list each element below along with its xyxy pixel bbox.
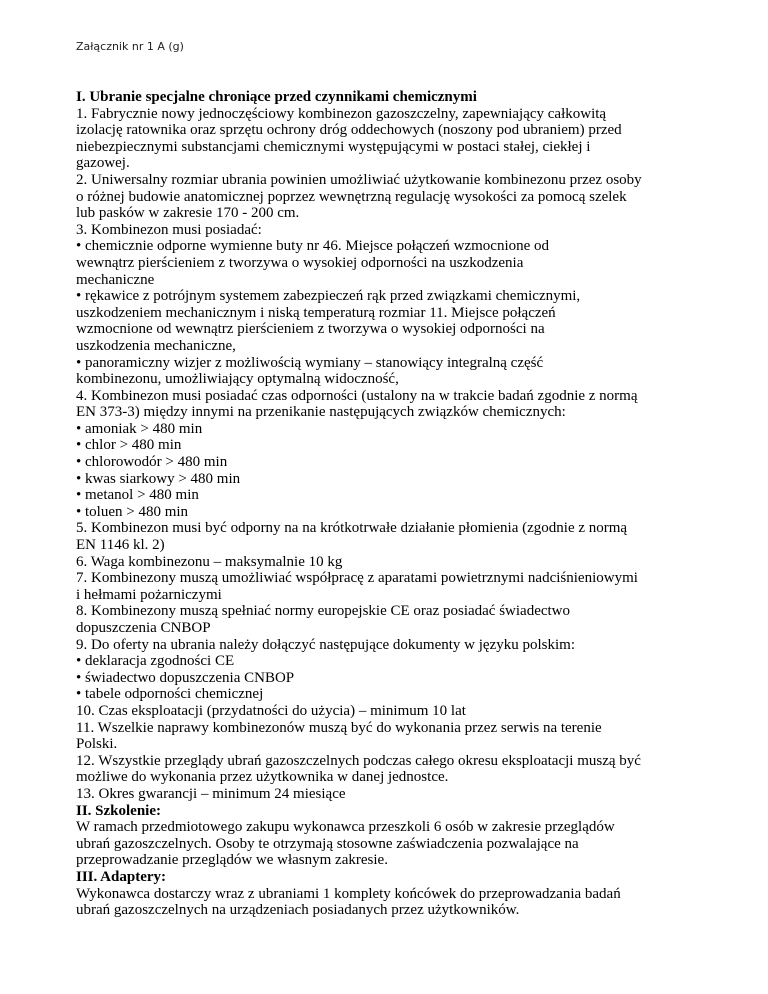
text-line: • metanol > 480 min (76, 487, 199, 504)
text-line: • toluen > 480 min (76, 503, 189, 520)
document-body (76, 89, 696, 919)
text-line: 4. Kombinezon musi posiadać czas odporności (ustalony na w trakcie badań zgodnie z normą (76, 387, 638, 404)
text-line: • kwas siarkowy > 480 min (76, 470, 241, 487)
text-line: 1. Fabrycznie nowy jednoczęściowy kombinezon gazoszczelny, zapewniający całkowitą (76, 105, 607, 122)
text-line: ubrań gazoszczelnych na urządzeniach posiadanych przez użytkowników. (76, 902, 520, 919)
text-line: wzmocnione od wewnątrz pierścieniem z tworzywa o wysokiej odporności na (76, 321, 545, 338)
text-line: uszkodzenia mechaniczne, (76, 337, 236, 354)
text-line: ubrań gazoszczelnych. Osoby te otrzymają stosowne zaświadczenia pozwalające na (76, 835, 579, 852)
text-line: • amoniak > 480 min (76, 420, 203, 437)
text-line: kombinezonu, umożliwiający optymalną widoczność, (76, 371, 399, 388)
text-line: 11. Wszelkie naprawy kombinezonów muszą być do wykonania przez serwis na terenie (76, 719, 602, 736)
text-line: • tabele odporności chemicznej (76, 686, 264, 703)
text-line: gazowej. (76, 155, 130, 172)
text-line: o różnej budowie anatomicznej poprzez wewnętrzną regulację wysokości za pomocą szelek (76, 188, 627, 205)
text-line: 10. Czas eksploatacji (przydatności do użycia) – minimum 10 lat (76, 702, 466, 719)
text-line: i hełmami pożarniczymi (76, 586, 222, 603)
text-line: 2. Uniwersalny rozmiar ubrania powinien umożliwiać użytkowanie kombinezonu przez osoby (76, 171, 642, 188)
text-line: Polski. (76, 736, 118, 753)
text-line: 13. Okres gwarancji – minimum 24 miesiące (76, 785, 346, 802)
text-line: wewnątrz pierścieniem z tworzywa o wysokiej odporności na uszkodzenia (76, 254, 524, 271)
text-line: 12. Wszystkie przeglądy ubrań gazoszczelnych podczas całego okresu eksploatacji muszą być (76, 752, 641, 769)
text-line: 7. Kombinezony muszą umożliwiać współpracę z aparatami powietrznymi nadciśnieniowymi (76, 570, 638, 587)
text-line: lub pasków w zakresie 170 - 200 cm. (76, 205, 300, 222)
text-line: • deklaracja zgodności CE (76, 653, 235, 670)
text-line: • rękawice z potrójnym systemem zabezpieczeń rąk przed związkami chemicznymi, (76, 288, 581, 305)
text-line: • chlor > 480 min (76, 437, 182, 454)
text-line: Wykonawca dostarczy wraz z ubraniami 1 komplety końcówek do przeprowadzania badań (76, 885, 621, 902)
page-header: Załącznik nr 1 A (g) (76, 40, 184, 53)
text-line: 3. Kombinezon musi posiadać: (76, 221, 262, 238)
text-line: • panoramiczny wizjer z możliwością wymiany – stanowiący integralną część (76, 354, 544, 371)
text-line: możliwe do wykonania przez użytkownika w danej jednostce. (76, 769, 449, 786)
section-heading: III. Adaptery: (76, 868, 167, 885)
text-line: 6. Waga kombinezonu – maksymalnie 10 kg (76, 553, 343, 570)
section-heading: I. Ubranie specjalne chroniące przed czynnikami chemicznymi (76, 89, 477, 105)
text-line: EN 373-3) między innymi na przenikanie następujących związków chemicznych: (76, 404, 566, 421)
text-line: niebezpiecznymi substancjami chemicznymi występującymi w postaci stałej, ciekłej i (76, 138, 591, 155)
text-line: 9. Do oferty na ubrania należy dołączyć następujące dokumenty w języku polskim: (76, 636, 575, 653)
text-line: izolację ratownika oraz sprzętu ochrony dróg oddechowych (noszony pod ubraniem) przed (76, 122, 622, 139)
text-line: W ramach przedmiotowego zakupu wykonawca przeszkoli 6 osób w zakresie przeglądów (76, 819, 615, 836)
text-line: • świadectwo dopuszczenia CNBOP (76, 669, 295, 686)
text-line: • chlorowodór > 480 min (76, 454, 228, 471)
text-line: mechaniczne (76, 271, 155, 288)
text-line: przeprowadzanie przeglądów we własnym zakresie. (76, 852, 388, 869)
section-heading: II. Szkolenie: (76, 802, 162, 819)
text-line: 5. Kombinezon musi być odporny na na krótkotrwałe działanie płomienia (zgodnie z normą (76, 520, 628, 537)
text-line: EN 1146 kl. 2) (76, 537, 165, 554)
text-line: 8. Kombinezony muszą spełniać normy europejskie CE oraz posiadać świadectwo (76, 603, 571, 620)
text-line: dopuszczenia CNBOP (76, 620, 211, 636)
text-line: uszkodzeniem mechanicznym i niską temperaturą rozmiar 11. Miejsce połączeń (76, 304, 556, 321)
text-line: • chemicznie odporne wymienne buty nr 46. Miejsce połączeń wzmocnione od (76, 238, 550, 255)
